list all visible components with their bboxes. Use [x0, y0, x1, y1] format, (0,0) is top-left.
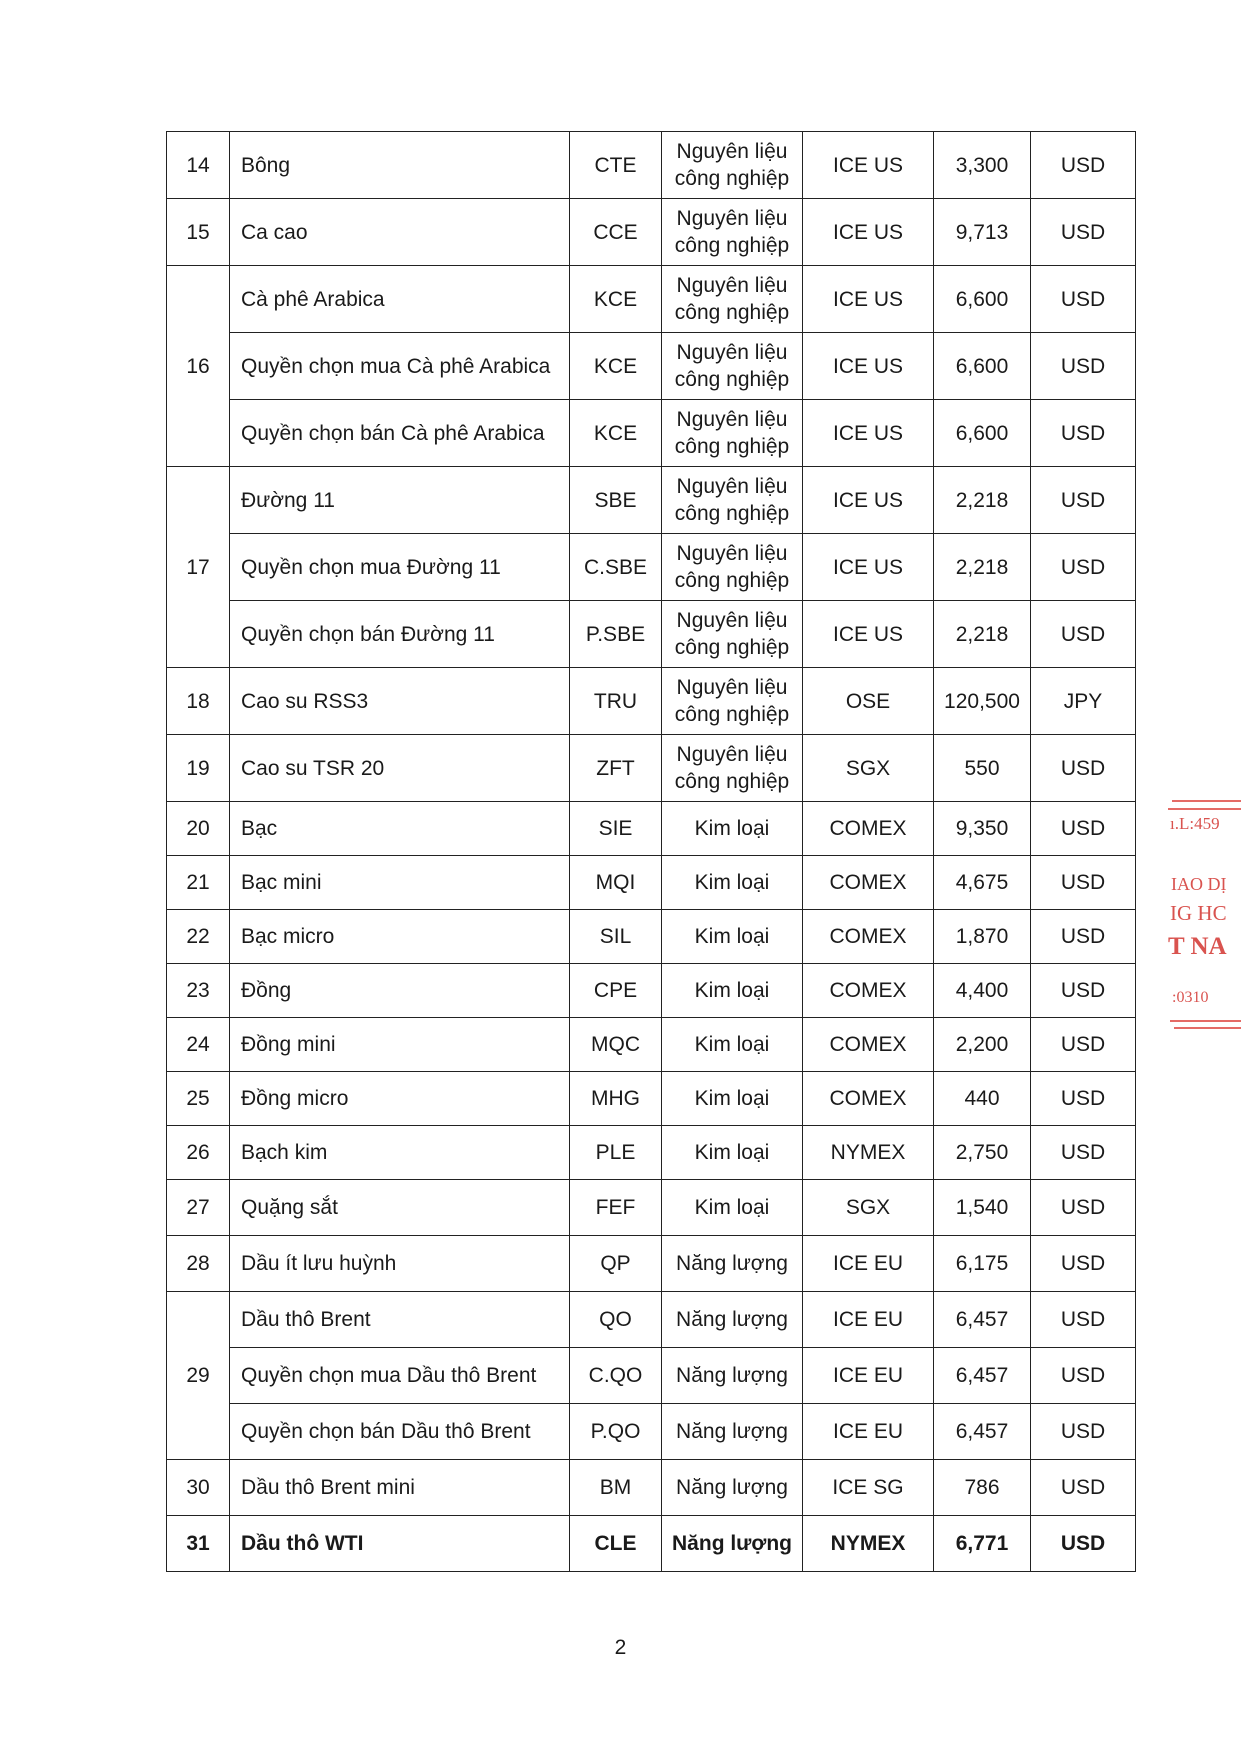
commodity-name: Quyền chọn bán Đường 11: [230, 601, 570, 668]
margin: 9,350: [934, 802, 1031, 856]
commodity-code: QO: [570, 1292, 662, 1348]
margin: 786: [934, 1460, 1031, 1516]
exchange: ICE EU: [803, 1292, 934, 1348]
stamp-line: [1172, 800, 1241, 802]
stamp-fragment: [1166, 800, 1241, 1035]
table-row: [167, 1236, 1136, 1292]
commodity-name: Bạc micro: [230, 910, 570, 964]
commodity-name: Dầu thô WTI: [230, 1516, 570, 1572]
commodity-group: Năng lượng: [662, 1236, 803, 1292]
margin: 2,750: [934, 1126, 1031, 1180]
margin: 6,457: [934, 1348, 1031, 1404]
commodity-name: Cao su RSS3: [230, 668, 570, 735]
margin: 2,218: [934, 601, 1031, 668]
exchange: ICE US: [803, 534, 934, 601]
commodity-name: Quyền chọn mua Dầu thô Brent: [230, 1348, 570, 1404]
row-number: 14: [167, 132, 230, 199]
stamp-text: IG HC: [1170, 901, 1227, 925]
commodity-group: Kim loại: [662, 1180, 803, 1236]
currency: USD: [1031, 1460, 1136, 1516]
currency: USD: [1031, 1072, 1136, 1126]
exchange: ICE EU: [803, 1404, 934, 1460]
commodity-group: Nguyên liệu công nghiệp: [662, 266, 803, 333]
exchange: ICE US: [803, 266, 934, 333]
commodity-group: Năng lượng: [662, 1292, 803, 1348]
margin: 1,540: [934, 1180, 1031, 1236]
commodity-group: Năng lượng: [662, 1460, 803, 1516]
commodity-group: Kim loại: [662, 1072, 803, 1126]
exchange: OSE: [803, 668, 934, 735]
exchange: ICE EU: [803, 1348, 934, 1404]
exchange: COMEX: [803, 856, 934, 910]
commodity-code: ZFT: [570, 735, 662, 802]
row-number: 28: [167, 1236, 230, 1292]
commodity-name: Bạc: [230, 802, 570, 856]
commodity-group: Kim loại: [662, 856, 803, 910]
currency: USD: [1031, 199, 1136, 266]
table-row: [167, 534, 1136, 601]
table-row: [167, 1516, 1136, 1572]
margin: 440: [934, 1072, 1031, 1126]
table-row: [167, 1126, 1136, 1180]
commodity-name: Đồng mini: [230, 1018, 570, 1072]
table-row: [167, 601, 1136, 668]
table-row: [167, 1404, 1136, 1460]
stamp-line: [1168, 808, 1241, 810]
stamp-text: :0310: [1172, 989, 1209, 1006]
exchange: NYMEX: [803, 1516, 934, 1572]
commodity-group: Nguyên liệu công nghiệp: [662, 534, 803, 601]
commodity-name: Quyền chọn mua Đường 11: [230, 534, 570, 601]
currency: USD: [1031, 910, 1136, 964]
currency: USD: [1031, 132, 1136, 199]
row-number: 26: [167, 1126, 230, 1180]
commodity-name: Dầu thô Brent mini: [230, 1460, 570, 1516]
table-row: [167, 735, 1136, 802]
row-number: 25: [167, 1072, 230, 1126]
commodity-group: Kim loại: [662, 1018, 803, 1072]
margin: 6,771: [934, 1516, 1031, 1572]
commodity-code: QP: [570, 1236, 662, 1292]
row-number: 16: [167, 266, 230, 467]
commodity-code: CPE: [570, 964, 662, 1018]
row-number: 22: [167, 910, 230, 964]
commodity-code: P.SBE: [570, 601, 662, 668]
table-row: [167, 1348, 1136, 1404]
margin: 550: [934, 735, 1031, 802]
row-number: 27: [167, 1180, 230, 1236]
commodity-name: Quyền chọn bán Cà phê Arabica: [230, 400, 570, 467]
exchange: ICE US: [803, 467, 934, 534]
currency: USD: [1031, 1292, 1136, 1348]
margin: 9,713: [934, 199, 1031, 266]
commodity-name: Đường 11: [230, 467, 570, 534]
stamp-line: [1174, 1027, 1241, 1029]
exchange: SGX: [803, 1180, 934, 1236]
commodity-group: Kim loại: [662, 910, 803, 964]
exchange: ICE US: [803, 400, 934, 467]
row-number: 19: [167, 735, 230, 802]
margin: 6,600: [934, 400, 1031, 467]
stamp-text: ı.L:459: [1170, 814, 1220, 833]
commodity-group: Nguyên liệu công nghiệp: [662, 467, 803, 534]
currency: USD: [1031, 1348, 1136, 1404]
margin: 1,870: [934, 910, 1031, 964]
table-row: [167, 1072, 1136, 1126]
currency: USD: [1031, 467, 1136, 534]
exchange: COMEX: [803, 1018, 934, 1072]
currency: USD: [1031, 1126, 1136, 1180]
commodity-group: Nguyên liệu công nghiệp: [662, 132, 803, 199]
currency: USD: [1031, 1180, 1136, 1236]
table-row: [167, 856, 1136, 910]
commodity-code: SIL: [570, 910, 662, 964]
commodity-name: Bông: [230, 132, 570, 199]
exchange: COMEX: [803, 802, 934, 856]
exchange: ICE EU: [803, 1236, 934, 1292]
commodity-name: Dầu thô Brent: [230, 1292, 570, 1348]
commodity-name: Đồng: [230, 964, 570, 1018]
margin: 4,400: [934, 964, 1031, 1018]
commodity-group: Nguyên liệu công nghiệp: [662, 668, 803, 735]
exchange: COMEX: [803, 1072, 934, 1126]
commodity-code: SBE: [570, 467, 662, 534]
exchange: ICE US: [803, 132, 934, 199]
row-number: 29: [167, 1292, 230, 1460]
currency: USD: [1031, 735, 1136, 802]
page-number: 2: [614, 1636, 627, 1659]
row-number: 31: [167, 1516, 230, 1572]
currency: USD: [1031, 601, 1136, 668]
currency: USD: [1031, 400, 1136, 467]
table-row: [167, 668, 1136, 735]
commodity-code: CCE: [570, 199, 662, 266]
commodity-name: Bạch kim: [230, 1126, 570, 1180]
currency: USD: [1031, 333, 1136, 400]
currency: USD: [1031, 1516, 1136, 1572]
table-row: [167, 467, 1136, 534]
currency: USD: [1031, 856, 1136, 910]
currency: USD: [1031, 1236, 1136, 1292]
row-number: 18: [167, 668, 230, 735]
commodity-code: KCE: [570, 400, 662, 467]
commodity-group: Năng lượng: [662, 1404, 803, 1460]
currency: USD: [1031, 534, 1136, 601]
commodity-group: Kim loại: [662, 964, 803, 1018]
table-row: [167, 1460, 1136, 1516]
row-number: 17: [167, 467, 230, 668]
table-row: [167, 1018, 1136, 1072]
commodity-name: Cao su TSR 20: [230, 735, 570, 802]
commodity-code: MHG: [570, 1072, 662, 1126]
row-number: 20: [167, 802, 230, 856]
table-row: [167, 400, 1136, 467]
commodity-code: C.QO: [570, 1348, 662, 1404]
row-number: 15: [167, 199, 230, 266]
margin: 2,218: [934, 467, 1031, 534]
commodity-code: C.SBE: [570, 534, 662, 601]
commodity-name: Ca cao: [230, 199, 570, 266]
exchange: ICE US: [803, 601, 934, 668]
margin: 2,200: [934, 1018, 1031, 1072]
stamp-line: [1170, 1020, 1241, 1022]
commodity-code: PLE: [570, 1126, 662, 1180]
exchange: SGX: [803, 735, 934, 802]
table-row: [167, 199, 1136, 266]
commodity-code: SIE: [570, 802, 662, 856]
commodity-group: Năng lượng: [662, 1516, 803, 1572]
commodity-name: Cà phê Arabica: [230, 266, 570, 333]
exchange: COMEX: [803, 910, 934, 964]
table-row: [167, 964, 1136, 1018]
currency: USD: [1031, 266, 1136, 333]
table-row: [167, 333, 1136, 400]
commodity-code: TRU: [570, 668, 662, 735]
margin: 3,300: [934, 132, 1031, 199]
commodity-code: KCE: [570, 266, 662, 333]
table-row: [167, 132, 1136, 199]
commodity-group: Năng lượng: [662, 1348, 803, 1404]
row-number: 21: [167, 856, 230, 910]
stamp-text: T NA: [1168, 933, 1227, 960]
table-row: [167, 802, 1136, 856]
commodity-table: [166, 131, 1136, 1572]
commodity-code: CTE: [570, 132, 662, 199]
commodity-name: Quặng sắt: [230, 1180, 570, 1236]
commodity-name: Đồng micro: [230, 1072, 570, 1126]
currency: USD: [1031, 964, 1136, 1018]
commodity-code: MQI: [570, 856, 662, 910]
commodity-code: P.QO: [570, 1404, 662, 1460]
exchange: ICE US: [803, 333, 934, 400]
margin: 4,675: [934, 856, 1031, 910]
commodity-group: Nguyên liệu công nghiệp: [662, 400, 803, 467]
commodity-code: BM: [570, 1460, 662, 1516]
commodity-group: Kim loại: [662, 802, 803, 856]
stamp-text: IAO DỊ: [1171, 874, 1227, 894]
exchange: ICE SG: [803, 1460, 934, 1516]
margin: 6,600: [934, 333, 1031, 400]
row-number: 24: [167, 1018, 230, 1072]
commodity-group: Nguyên liệu công nghiệp: [662, 333, 803, 400]
margin: 6,175: [934, 1236, 1031, 1292]
commodity-code: MQC: [570, 1018, 662, 1072]
table-row: [167, 1180, 1136, 1236]
commodity-code: KCE: [570, 333, 662, 400]
commodity-name: Bạc mini: [230, 856, 570, 910]
commodity-code: CLE: [570, 1516, 662, 1572]
currency: USD: [1031, 1404, 1136, 1460]
commodity-group: Nguyên liệu công nghiệp: [662, 601, 803, 668]
commodity-name: Quyền chọn bán Dầu thô Brent: [230, 1404, 570, 1460]
currency: USD: [1031, 1018, 1136, 1072]
margin: 120,500: [934, 668, 1031, 735]
commodity-code: FEF: [570, 1180, 662, 1236]
exchange: NYMEX: [803, 1126, 934, 1180]
row-number: 23: [167, 964, 230, 1018]
currency: JPY: [1031, 668, 1136, 735]
commodity-name: Quyền chọn mua Cà phê Arabica: [230, 333, 570, 400]
margin: 2,218: [934, 534, 1031, 601]
table-row: [167, 266, 1136, 333]
margin: 6,600: [934, 266, 1031, 333]
commodity-name: Dầu ít lưu huỳnh: [230, 1236, 570, 1292]
margin: 6,457: [934, 1404, 1031, 1460]
commodity-group: Nguyên liệu công nghiệp: [662, 735, 803, 802]
commodity-group: Nguyên liệu công nghiệp: [662, 199, 803, 266]
commodity-group: Kim loại: [662, 1126, 803, 1180]
table-row: [167, 910, 1136, 964]
table-row: [167, 1292, 1136, 1348]
currency: USD: [1031, 802, 1136, 856]
row-number: 30: [167, 1460, 230, 1516]
exchange: COMEX: [803, 964, 934, 1018]
margin: 6,457: [934, 1292, 1031, 1348]
exchange: ICE US: [803, 199, 934, 266]
